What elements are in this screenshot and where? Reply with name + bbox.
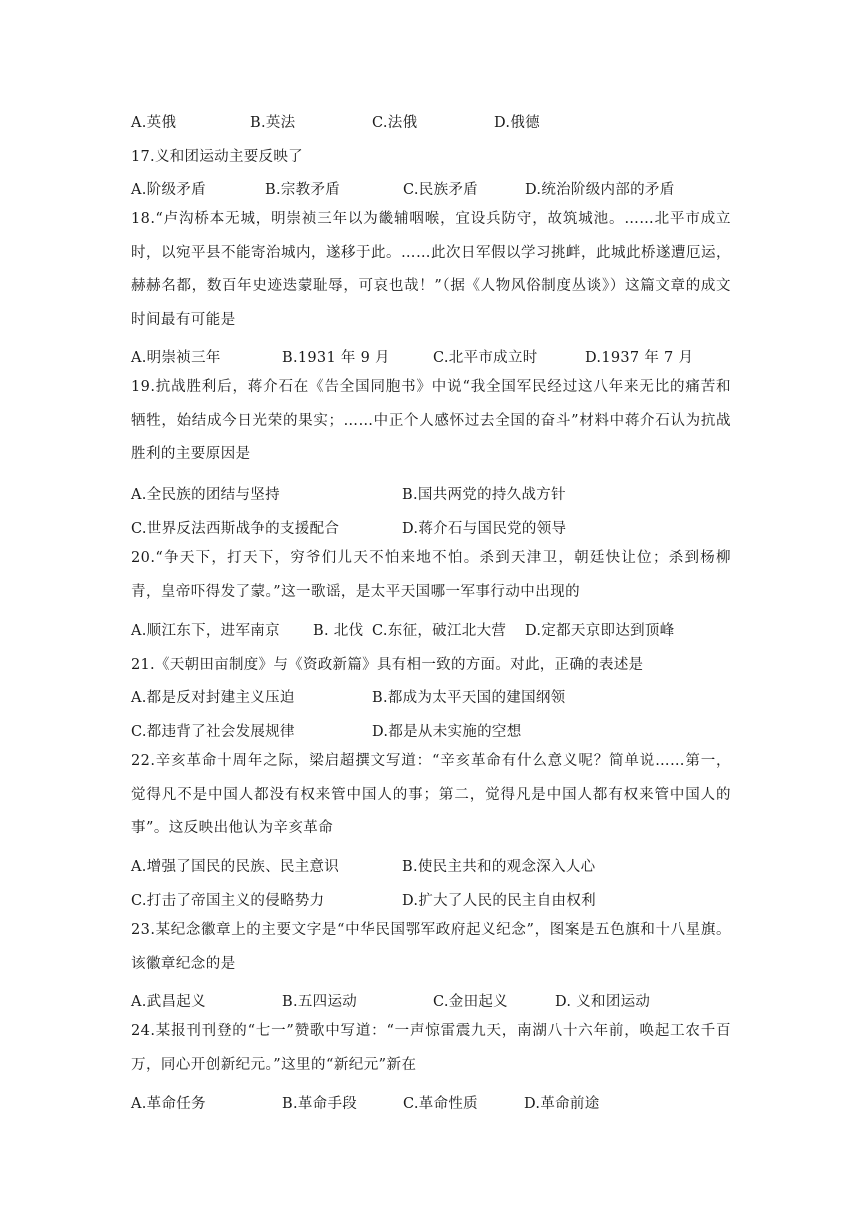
q16-option-b: B.英法 xyxy=(250,115,296,131)
q19-option-a: A.全民族的团结与坚持 xyxy=(131,487,280,503)
q22-stem: 22.辛亥革命十周年之际，梁启超撰文写道：“辛亥革命有什么意义呢？简单说……第一，觉得凡不是中国人都没有权来管中国人的事；第二，觉得凡是中国人都有权来管中国人的事”。这反映出他认为辛亥革命 xyxy=(131,753,731,836)
q20-option-c: C.东征，破江北大营 xyxy=(372,623,507,639)
q21-option-a: A.都是反对封建主义压迫 xyxy=(131,690,295,706)
q20-option-d: D.定都天京即达到顶峰 xyxy=(525,623,675,639)
q18-option-d: D.1937 年 7 月 xyxy=(585,350,694,366)
q19-option-d: D.蒋介石与国民党的领导 xyxy=(402,521,567,537)
q18-option-c: C.北平市成立时 xyxy=(433,350,538,366)
q21-option-b: B.都成为太平天国的建国纲领 xyxy=(372,690,566,706)
q22-option-d: D.扩大了人民的民主自由权利 xyxy=(402,893,596,909)
q21-option-c: C.都违背了社会发展规律 xyxy=(131,724,295,740)
q22-option-c: C.打击了帝国主义的侵略势力 xyxy=(131,893,325,909)
q16-option-d: D.俄德 xyxy=(494,115,540,131)
q20-option-a: A.顺江东下，进军南京 xyxy=(131,623,280,639)
q23-stem: 23.某纪念徽章上的主要文字是“中华民国鄂军政府起义纪念”，图案是五色旗和十八星旗。该徽章纪念的是 xyxy=(131,922,731,972)
q23-option-c: C.金田起义 xyxy=(433,994,508,1010)
q17-option-d: D.统治阶级内部的矛盾 xyxy=(525,182,675,198)
q18-stem: 18.“卢沟桥本无城，明崇祯三年以为畿辅咽喉，宜设兵防守，故筑城池。……北平市成立时，以宛平县不能寄治城内，遂移于此。……此次日军假以学习挑衅，此城此桥遂遭厄运，赫赫名都，数百年史迹迭蒙耻辱，可哀也哉！”（据《人物风俗制度丛谈》）这篇文章的成文时间最有可能是 xyxy=(131,211,731,328)
q23-option-d: D. 义和团运动 xyxy=(555,994,651,1010)
q18-option-b: B.1931 年 9 月 xyxy=(282,350,390,366)
q24-option-a: A.革命任务 xyxy=(131,1096,206,1112)
q20-option-b: B. 北伐 xyxy=(313,623,364,639)
q17-option-a: A.阶级矛盾 xyxy=(131,182,206,198)
q19-option-c: C.世界反法西斯战争的支援配合 xyxy=(131,521,340,537)
q24-option-c: C.革命性质 xyxy=(403,1096,478,1112)
q21-stem: 21.《天朝田亩制度》与《资政新篇》具有相一致的方面。对此，正确的表述是 xyxy=(131,657,644,673)
q18-option-a: A.明崇祯三年 xyxy=(131,350,221,366)
q22-option-b: B.使民主共和的观念深入人心 xyxy=(402,859,596,875)
q24-option-d: D.革命前途 xyxy=(524,1096,600,1112)
q23-option-a: A.武昌起义 xyxy=(131,994,206,1010)
q24-option-b: B.革命手段 xyxy=(282,1096,358,1112)
q16-option-a: A.英俄 xyxy=(131,115,177,131)
q19-option-b: B.国共两党的持久战方针 xyxy=(402,487,566,503)
q20-stem: 20.“争天下，打天下，穷爷们儿天不怕来地不怕。杀到天津卫，朝廷快让位；杀到杨柳青，皇帝吓得发了蒙。”这一歌谣，是太平天国哪一军事行动中出现的 xyxy=(131,550,731,600)
q21-option-d: D.都是从未实施的空想 xyxy=(372,724,522,740)
q16-option-c: C.法俄 xyxy=(372,115,418,131)
q22-option-a: A.增强了国民的民族、民主意识 xyxy=(131,859,340,875)
q19-stem: 19.抗战胜利后，蒋介石在《告全国同胞书》中说“我全国军民经过这八年来无比的痛苦和牺牲，始结成今日光荣的果实；……中正个人感怀过去全国的奋斗”材料中蒋介石认为抗战胜利的主要原因是 xyxy=(131,379,731,462)
q23-option-b: B.五四运动 xyxy=(282,994,358,1010)
q17-stem: 17.义和团运动主要反映了 xyxy=(131,149,303,165)
q17-option-c: C.民族矛盾 xyxy=(403,182,478,198)
q24-stem: 24.某报刊刊登的“七一”赞歌中写道：“一声惊雷震九天，南湖八十六年前，唤起工农千百万，同心开创新纪元。”这里的“新纪元”新在 xyxy=(131,1023,731,1073)
q17-option-b: B.宗教矛盾 xyxy=(265,182,341,198)
